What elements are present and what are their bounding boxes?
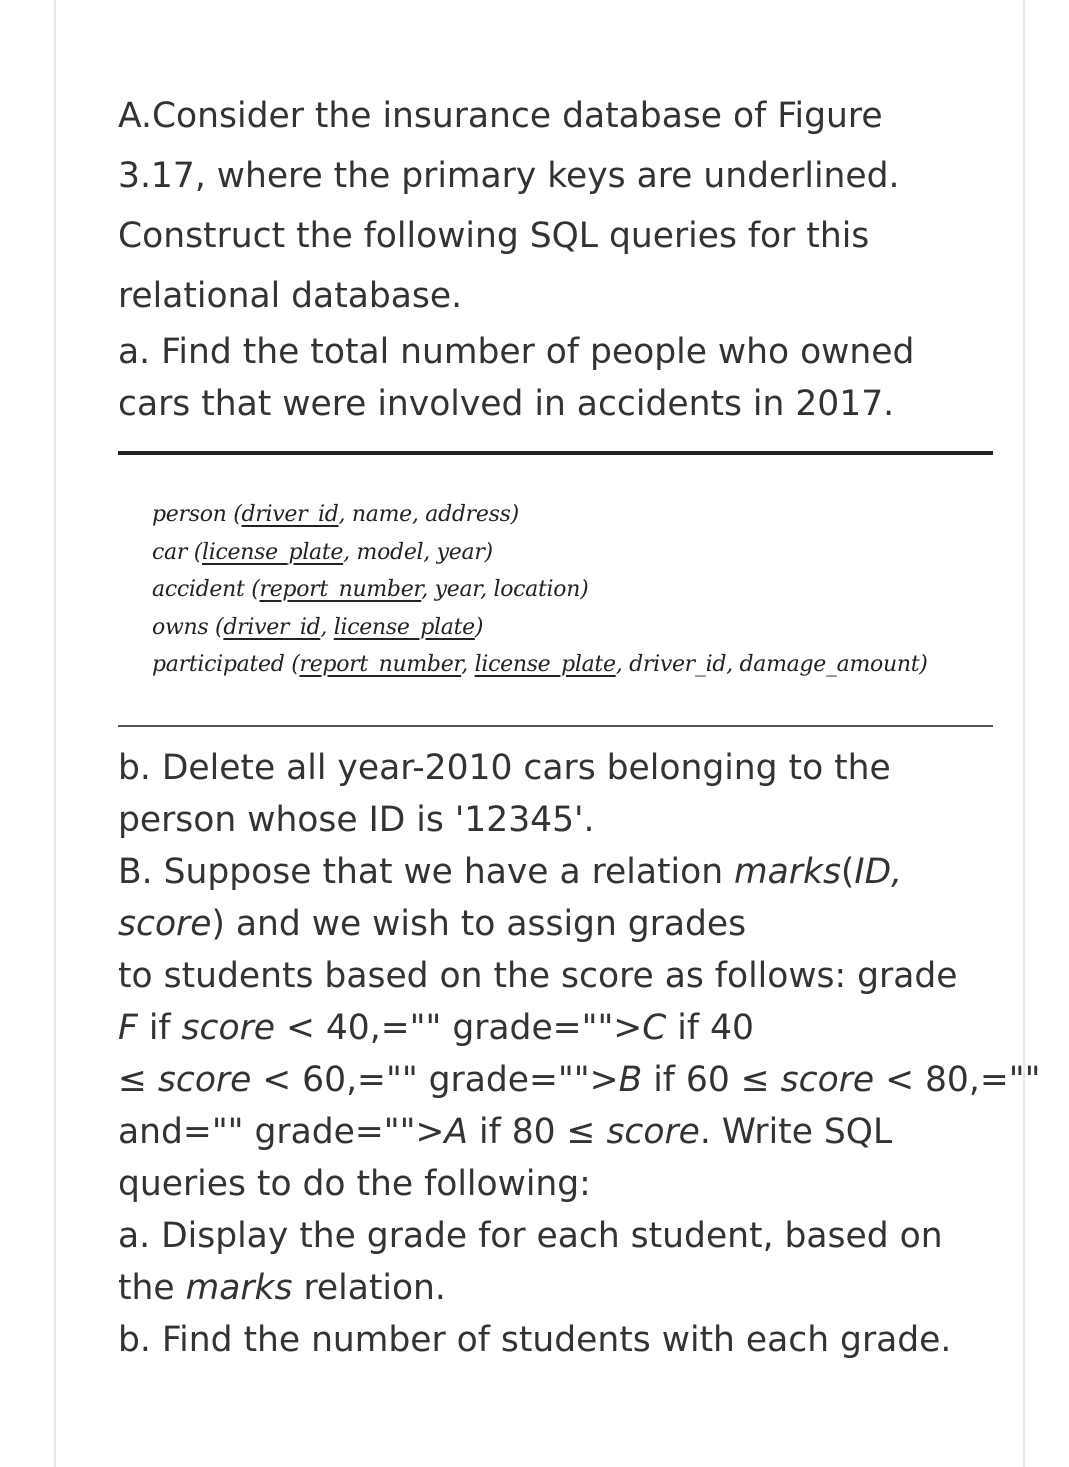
primary-key: license_plate <box>202 539 344 565</box>
primary-key: report_number <box>259 577 422 602</box>
text-line: B. Suppose that we have a relation marks(ID, <box>118 852 903 892</box>
schema-car: car (license_plate, model, year) <box>152 539 493 565</box>
schema-accident: accident (report_number, year, location) <box>152 577 589 602</box>
page-border-right <box>1023 0 1025 1467</box>
question-b-block <box>118 742 1041 1366</box>
schema-owns: owns (driver_id, license_plate) <box>152 614 484 640</box>
text-line: to students based on the score as follows: grade <box>118 956 958 996</box>
divider-bottom <box>118 725 993 727</box>
divider-top <box>118 451 993 455</box>
primary-key: driver_id <box>223 614 321 640</box>
schema-person: person (driver_id, name, address) <box>152 502 519 527</box>
question-a-line-6: cars that were involved in accidents in 2017. <box>118 384 895 424</box>
text-line: ≤ score < 60,="" grade="">B if 60 ≤ score < 80,="" <box>118 1060 1041 1100</box>
text-line: a. Display the grade for each student, based on <box>118 1216 943 1256</box>
schema-figure <box>152 496 992 684</box>
text-line: person whose ID is '12345'. <box>118 800 595 840</box>
primary-key: driver_id <box>241 502 339 527</box>
text-line: the marks relation. <box>118 1268 446 1308</box>
text-line: F if score < 40,="" grade="">C if 40 <box>118 1008 754 1048</box>
question-a-line-1: A.Consider the insurance database of Figure <box>118 96 883 136</box>
question-a-block <box>118 86 1003 430</box>
text-line: queries to do the following: <box>118 1164 591 1204</box>
question-a-line-3: Construct the following SQL queries for this <box>118 216 870 256</box>
schema-participated: participated (report_number, license_plate, driver_id, damage_amount) <box>152 652 928 677</box>
primary-key: license_plate <box>333 614 475 640</box>
page-border-left <box>54 0 56 1467</box>
question-a-line-5: a. Find the total number of people who owned <box>118 332 915 372</box>
question-a-line-4: relational database. <box>118 276 463 316</box>
primary-key: license_plate <box>474 652 616 677</box>
text-line: score) and we wish to assign grades <box>118 904 747 944</box>
text-line: b. Delete all year-2010 cars belonging to the <box>118 748 891 788</box>
text-line: and="" grade="">A if 80 ≤ score. Write SQL <box>118 1112 893 1152</box>
primary-key: report_number <box>299 652 462 677</box>
question-a-line-2: 3.17, where the primary keys are underlined. <box>118 156 900 196</box>
text-line: b. Find the number of students with each grade. <box>118 1320 952 1360</box>
